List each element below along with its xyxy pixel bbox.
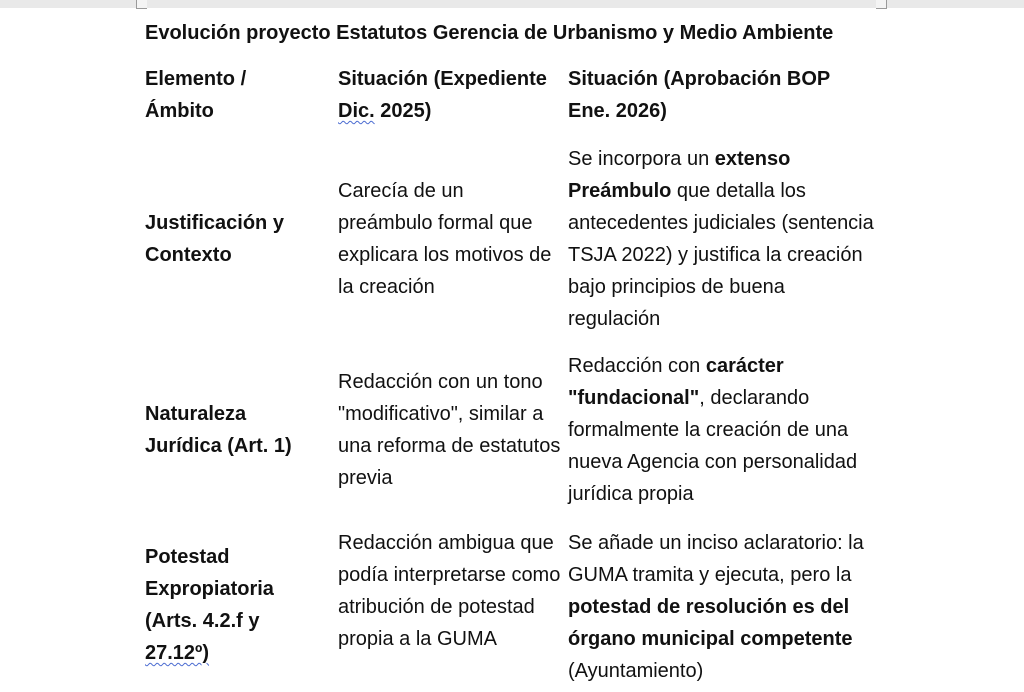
text-fragment: , declarando formalmente la creación de una nueva Agencia con personalidad jurídica propia [568, 387, 858, 505]
element-line: Justificación y [145, 212, 284, 234]
header-situation-bop-line: Ene. 2026) [568, 100, 667, 122]
row-naturaleza-element [145, 398, 330, 462]
header-element-line: Elemento / [145, 68, 247, 90]
ruler-bar [0, 0, 1024, 8]
text-fragment: Se añade un inciso aclaratorio: la GUMA tramita y ejecuta, pero la [568, 532, 864, 586]
header-element [145, 63, 330, 127]
element-line: Expropiatoria [145, 578, 274, 600]
text-fragment: que detalla los antecedentes judiciales (sentencia TSJA 2022) y justifica la creación bajo principios de buena regulación [568, 180, 874, 330]
row-potestad-bop [568, 527, 878, 687]
text-fragment: (Ayuntamiento) [568, 660, 704, 682]
element-line: Jurídica (Art. 1) [145, 435, 292, 457]
element-line: Contexto [145, 244, 232, 266]
bold-fragment: potestad de resolución es del órgano municipal competente [568, 596, 853, 650]
margin-corner-mark-right [876, 0, 887, 9]
header-element-line: Ámbito [145, 100, 214, 122]
row-justificacion-dec: Carecía de un preámbulo formal que explicara los motivos de la creación [338, 180, 552, 298]
row-potestad-element [145, 541, 330, 669]
header-situation-dec-line: Situación (Expediente [338, 68, 547, 90]
document-title: Evolución proyecto Estatutos Gerencia de Urbanismo y Medio Ambiente [145, 22, 834, 44]
bold-fragment: extenso Preámbulo [568, 148, 791, 202]
header-situation-dec [338, 63, 563, 127]
spelling-flag-dic: Dic. [338, 100, 375, 122]
element-line: Naturaleza [145, 403, 247, 425]
row-naturaleza-dec: Redacción con un tono "modificativo", similar a una reforma de estatutos previa [338, 371, 561, 489]
row-justificacion-bop [568, 143, 878, 335]
header-situation-bop-line: Situación (Aprobación BOP [568, 68, 831, 90]
row-justificacion-element [145, 207, 330, 271]
text-fragment: Redacción con [568, 355, 706, 377]
row-naturaleza-bop [568, 350, 878, 510]
spelling-flag-article: 27.12º) [145, 642, 210, 664]
element-line: (Arts. 4.2.f y [145, 610, 260, 632]
margin-corner-mark-left [136, 0, 147, 9]
bold-fragment: carácter "fundacional" [568, 355, 784, 409]
element-line: Potestad [145, 546, 230, 568]
header-situation-dec-year: 2025) [374, 100, 432, 122]
header-situation-bop [568, 63, 878, 127]
row-potestad-dec: Redacción ambigua que podía interpretarse como atribución de potestad propia a la GUMA [338, 532, 561, 650]
text-fragment: Se incorpora un [568, 148, 715, 170]
